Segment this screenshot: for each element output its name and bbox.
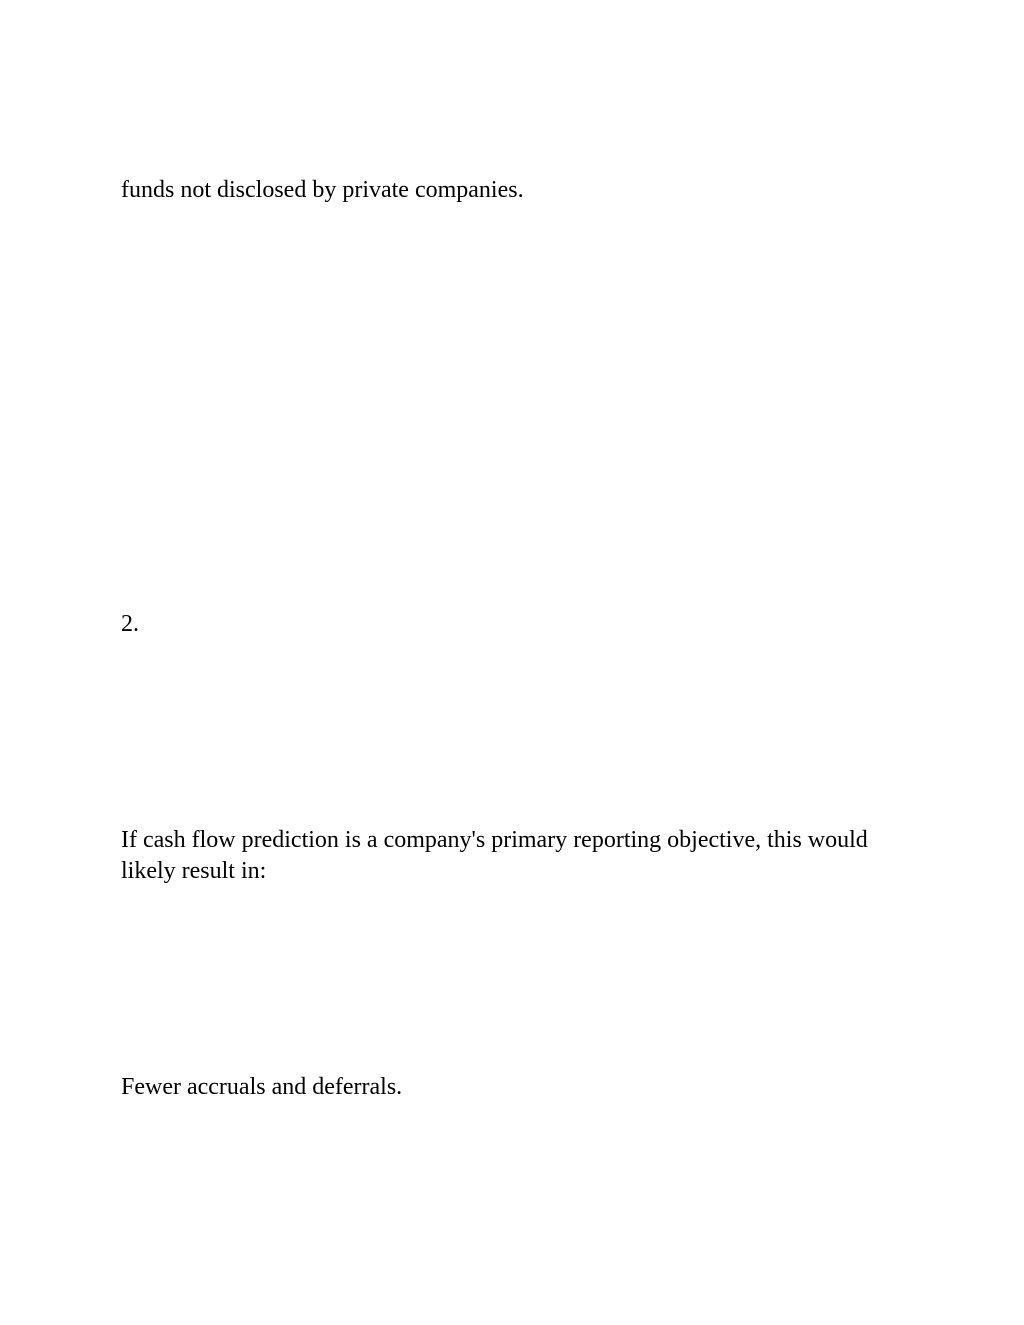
answer-fragment-text: funds not disclosed by private companies. [121,177,524,203]
answer-text: Fewer accruals and deferrals. [121,1074,403,1100]
question-text: If cash flow prediction is a company's primary reporting objective, this would likely result in: [121,827,868,884]
question-number: 2. [121,611,139,637]
